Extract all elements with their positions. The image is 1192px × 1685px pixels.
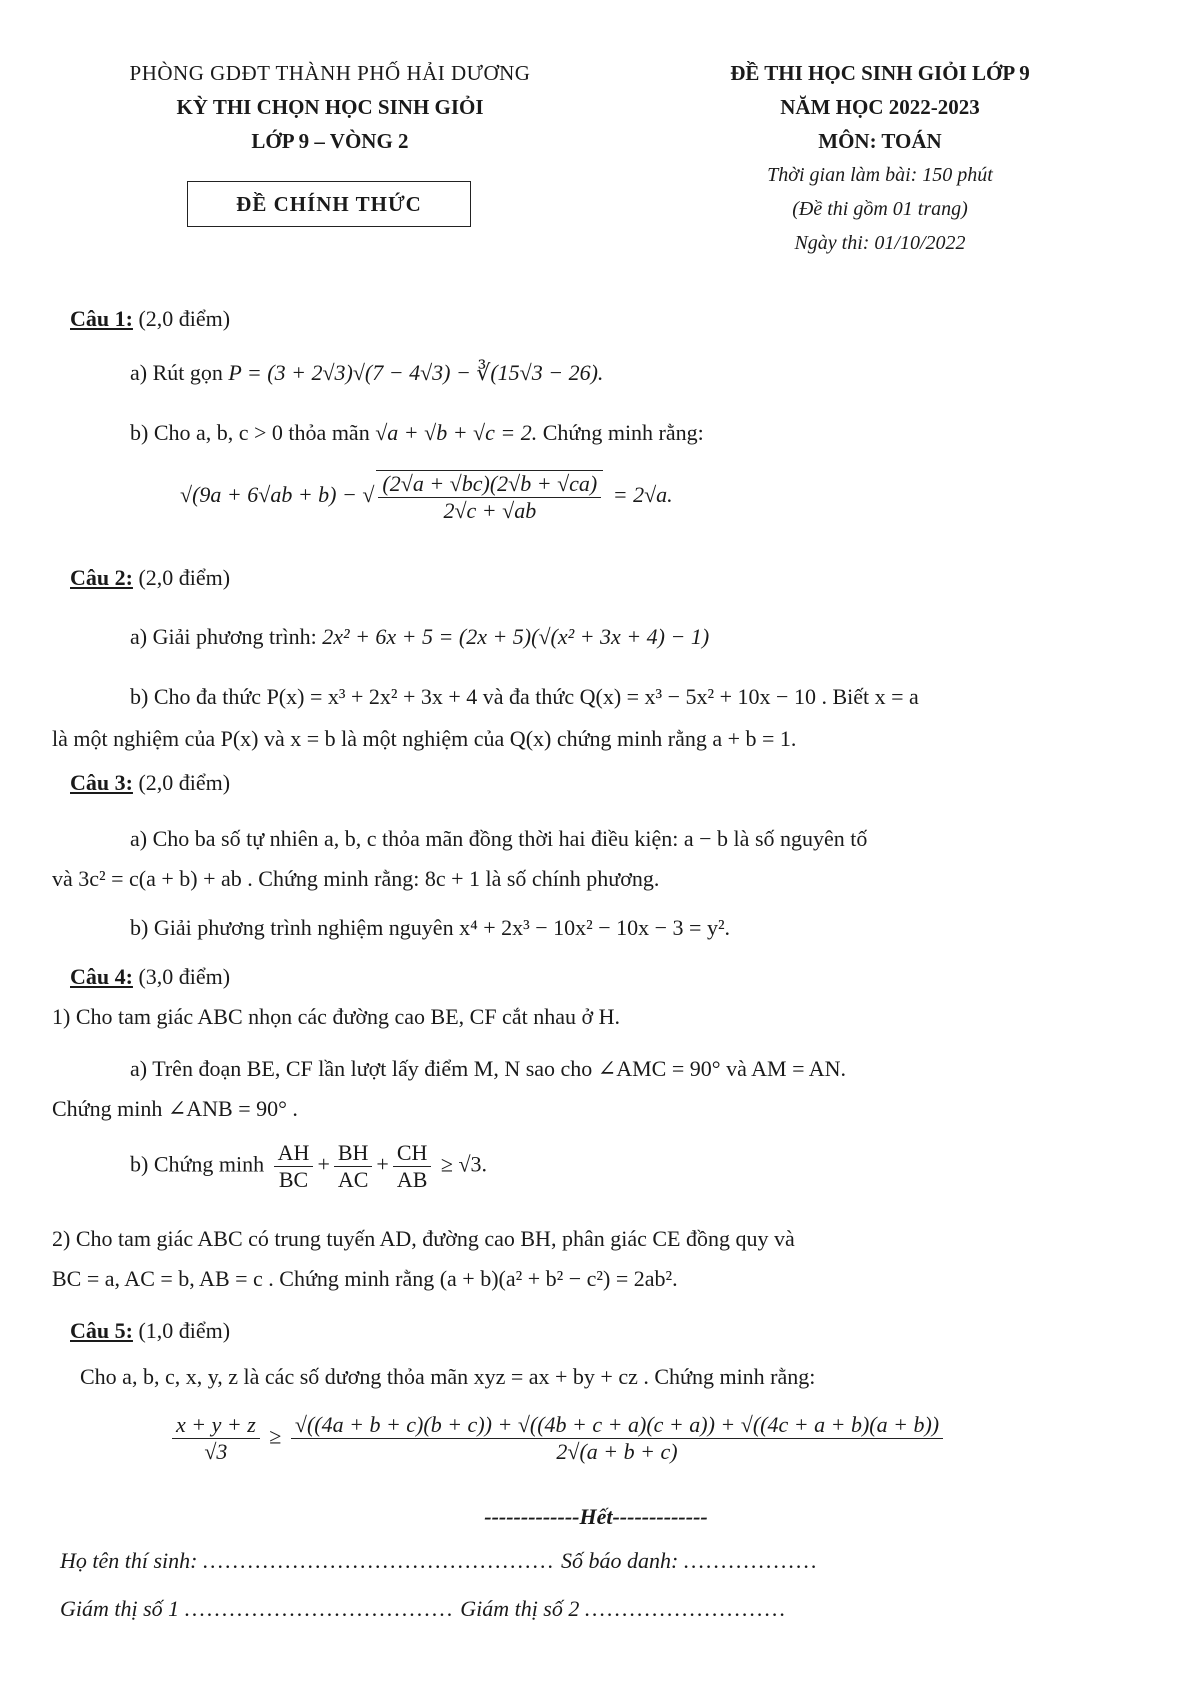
q1b-intro: b) Cho a, b, c > 0 thỏa mãn (130, 420, 370, 445)
question-5-heading (70, 1318, 230, 1344)
question-4-heading (70, 964, 230, 990)
q1b-prove: Chứng minh rằng: (542, 420, 704, 445)
q3b-line: b) Giải phương trình nghiệm nguyên x⁴ + 2x³ − 10x² − 10x − 3 = y². (130, 915, 731, 940)
q1b-line (130, 420, 704, 446)
q2a-text: a) Giải phương trình: (130, 624, 317, 649)
q5-rhs-denominator: 2√(a + b + c) (556, 1439, 678, 1464)
q4-part-2-line-2: BC = a, AC = b, AB = c . Chứng minh rằng (a + b)(a² + b² − c²) = 2ab². (52, 1266, 678, 1291)
q1a-line (130, 360, 603, 386)
question-5-title: Câu 5: (70, 1318, 133, 1343)
q5-lhs-numerator: x + y + z (172, 1412, 260, 1439)
exam-date: Ngày thi: 01/10/2022 (794, 232, 966, 254)
q5-intro: Cho a, b, c, x, y, z là các số dương thỏa mãn xyz = ax + by + cz . Chứng minh rằng: (80, 1364, 816, 1389)
proctor-1-dots: .................................... (184, 1596, 455, 1621)
q5-rhs-numerator: √((4a + b + c)(b + c)) + √((4b + c + a)(c + a)) + √((4c + a + b)(a + b)) (291, 1412, 943, 1439)
question-3-heading (70, 770, 230, 796)
school-year: NĂM HỌC 2022-2023 (780, 95, 980, 119)
q1a-label: a) Rút gọn (130, 360, 223, 385)
q1a-expression: P = (3 + 2√3)√(7 − 4√3) − ∛(15√3 − 26). (228, 360, 604, 385)
q5-lhs-denominator: √3 (204, 1439, 228, 1464)
candidate-name-dots: ............................................... (203, 1548, 556, 1573)
q4a-line-1: a) Trên đoạn BE, CF lần lượt lấy điểm M, N sao cho ∠AMC = 90° và AM = AN. (130, 1056, 847, 1081)
footer-row-1 (60, 1548, 819, 1574)
subject: MÔN: TOÁN (818, 129, 942, 153)
q4b-frac1-num: AH (274, 1140, 314, 1167)
q4b-frac1-den: BC (278, 1167, 309, 1192)
q1b-lhs: √(9a + 6√ab + b) − (180, 482, 357, 508)
grade-round: LỚP 9 – VÒNG 2 (251, 129, 409, 153)
q5-inequality: $\frac{x + y + z}{√3}$ ≥ √((4a + b + c)(b + c)) + √((4b + c + a)(c + a)) + √((4c + a + b)(a + b)) 2√(a + b + c) (168, 1412, 947, 1465)
q4b-frac2-num: BH (334, 1140, 373, 1167)
q1b-fraction-denominator: 2√c + √ab (443, 498, 537, 523)
q4b-line: b) Chứng minh $\frac{AH}{BC}$ + $\frac{BH}{AC}$ + $\frac{CH}{AB}$ ≥ √3. (130, 1140, 488, 1192)
header-left (40, 56, 620, 158)
q4b-frac2-den: AC (337, 1167, 369, 1192)
question-2-points: (2,0 điểm) (138, 565, 231, 590)
candidate-id-label: Số báo danh: (561, 1548, 679, 1573)
time-limit: Thời gian làm bài: 150 phút (767, 164, 993, 186)
q4b-frac3-den: AB (396, 1167, 428, 1192)
official-exam-box: ĐỀ CHÍNH THỨC (187, 181, 471, 227)
question-3-points: (2,0 điểm) (138, 770, 231, 795)
q1b-formula: √(9a + 6√ab + b) − √ $\frac{(2√a + √bc)(2√b + √ca)}{2√c + √ab}$ = 2√a. (180, 471, 673, 523)
question-3-title: Câu 3: (70, 770, 133, 795)
candidate-name-label: Họ tên thí sinh: (60, 1548, 198, 1573)
q3a-line-2: và 3c² = c(a + b) + ab . Chứng minh rằng: 8c + 1 là số chính phương. (52, 866, 660, 891)
q1b-rhs: = 2√a. (612, 482, 673, 508)
department-name: PHÒNG GDĐT THÀNH PHỐ HẢI DƯƠNG (129, 61, 531, 85)
proctor-1-label: Giám thị số 1 (60, 1596, 180, 1621)
end-marker: -------------Hết------------- (484, 1504, 708, 1529)
q2b-line-1: b) Cho đa thức P(x) = x³ + 2x² + 3x + 4 và đa thức Q(x) = x³ − 5x² + 10x − 10 . Biết x = a (130, 684, 919, 709)
proctor-2-dots: ........................... (584, 1596, 788, 1621)
q3a-line-1: a) Cho ba số tự nhiên a, b, c thỏa mãn đồng thời hai điều kiện: a − b là số nguyên tố (130, 826, 868, 851)
question-5-points: (1,0 điểm) (138, 1318, 231, 1343)
q4b-tail: ≥ √3. (440, 1151, 488, 1177)
question-1-title: Câu 1: (70, 306, 133, 331)
q2a-expression: 2x² + 6x + 5 = (2x + 5)(√(x² + 3x + 4) − 1) (322, 624, 710, 649)
question-1-heading (70, 306, 230, 332)
exam-title: ĐỀ THI HỌC SINH GIỎI LỚP 9 (730, 61, 1030, 85)
q4-part-2-line-1: 2) Cho tam giác ABC có trung tuyến AD, đường cao BH, phân giác CE đồng quy và (52, 1226, 795, 1251)
header-right (640, 56, 1120, 260)
proctor-2-label: Giám thị số 2 (460, 1596, 580, 1621)
question-1-points: (2,0 điểm) (138, 306, 231, 331)
page-count: (Đề thi gồm 01 trang) (792, 198, 968, 220)
q4b-frac3-num: CH (393, 1140, 432, 1167)
question-2-heading (70, 565, 230, 591)
q1b-condition: √a + √b + √c = 2. (375, 420, 538, 445)
exam-name: KỲ THI CHỌN HỌC SINH GIỎI (176, 95, 484, 119)
q4a-line-2: Chứng minh ∠ANB = 90° . (52, 1096, 298, 1121)
question-2-title: Câu 2: (70, 565, 133, 590)
question-4-title: Câu 4: (70, 964, 133, 989)
question-4-points: (3,0 điểm) (138, 964, 231, 989)
q1b-fraction-numerator: (2√a + √bc)(2√b + √ca) (378, 471, 601, 498)
footer-row-2 (60, 1596, 787, 1622)
q2a-line (130, 624, 709, 650)
q4b-label: b) Chứng minh (130, 1151, 265, 1177)
q2b-line-2: là một nghiệm của P(x) và x = b là một nghiệm của Q(x) chứng minh rằng a + b = 1. (52, 726, 797, 751)
q4-part-1: 1) Cho tam giác ABC nhọn các đường cao BE, CF cắt nhau ở H. (52, 1004, 620, 1029)
candidate-id-dots: .................. (683, 1548, 819, 1573)
